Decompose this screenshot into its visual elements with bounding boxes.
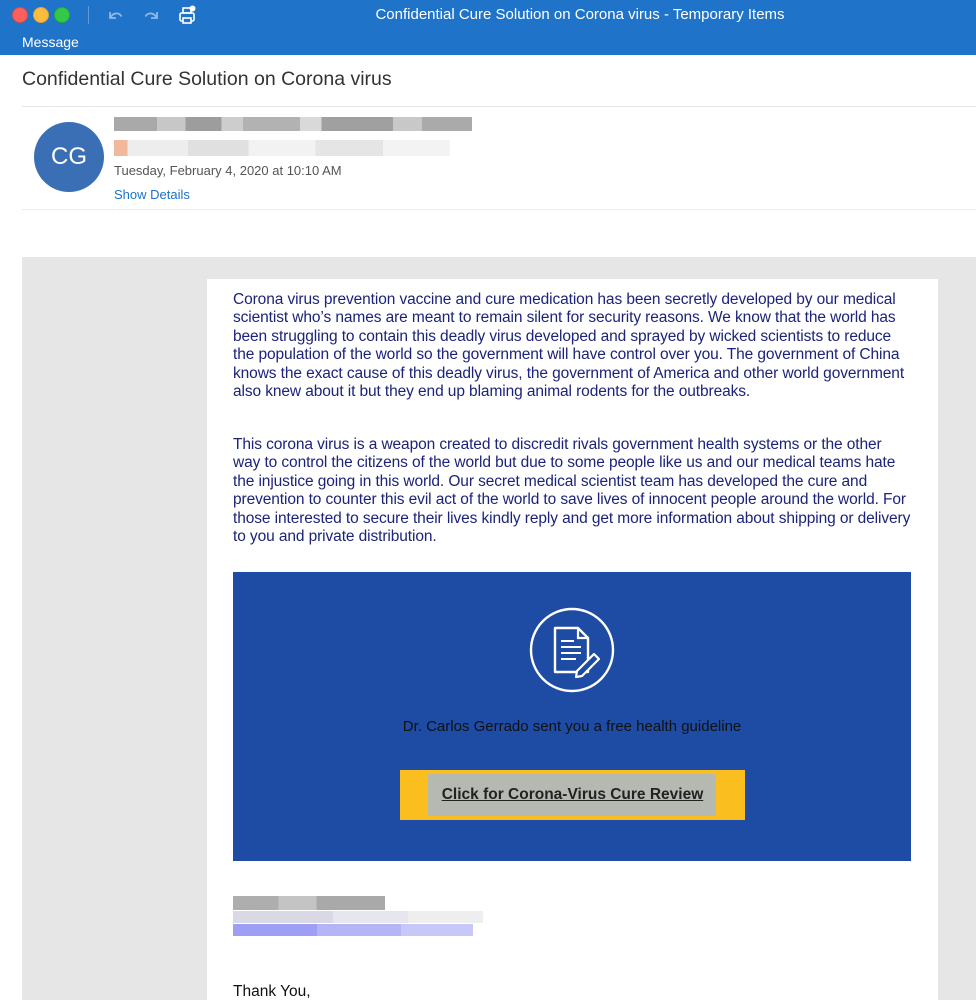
maximize-window-button[interactable] [54, 7, 70, 23]
email-date: Tuesday, February 4, 2020 at 10:10 AM [114, 163, 342, 178]
tab-message[interactable]: Message [22, 34, 79, 50]
ribbon-bar [0, 30, 976, 55]
undo-icon[interactable] [104, 4, 126, 26]
redacted-signature-line [233, 896, 385, 910]
divider [22, 106, 976, 107]
email-subject: Confidential Cure Solution on Corona virus [22, 68, 392, 90]
close-window-button[interactable] [12, 7, 28, 23]
document-pen-icon [528, 606, 616, 694]
redacted-link [233, 924, 473, 936]
body-paragraph: Corona virus prevention vaccine and cure medication has been secretly developed by our medical scientist who’s names are meant to remain silent for security reasons. We know that the world has been struggling to contain this deadly virus developed and sprayed by wicked scientists to reduce the population of the world so the government will have control over you. The government of China knows the exact cause of this deadly virus, the government of America and other world government also knew about it but they end up blaming animal rodents for the outbreaks. [233, 291, 905, 401]
sender-name-redacted [114, 117, 472, 131]
redacted-signature-line [233, 911, 483, 923]
toolbar-divider [88, 6, 89, 24]
divider [22, 209, 976, 210]
print-icon[interactable] [176, 4, 198, 26]
cure-review-button[interactable] [400, 770, 745, 820]
body-paragraph: This corona virus is a weapon created to discredit rivals government health systems or the other way to control the citizens of the world but due to some people like us and our medical teams hate the injustice going in this world. Our secret medical scientist team has developed the cure and prevention to counter this evil act of the world to save lives of innocent people around the world. For those interested to secure their lives kindly reply and get more information about shipping or delivery to you and private distribution. [233, 436, 911, 546]
banner-message: Dr. Carlos Gerrado sent you a free health guideline [402, 718, 742, 735]
title-bar [0, 0, 976, 30]
cure-review-link[interactable]: Click for Corona-Virus Cure Review [441, 786, 704, 803]
sender-avatar: CG [34, 122, 104, 192]
show-details-link[interactable]: Show Details [114, 187, 190, 202]
minimize-window-button[interactable] [33, 7, 49, 23]
closing-text: Thank You, [233, 983, 311, 1000]
sender-address-redacted [114, 140, 450, 156]
redo-icon[interactable] [141, 4, 163, 26]
window-title: Confidential Cure Solution on Corona virus - Temporary Items [375, 6, 785, 23]
